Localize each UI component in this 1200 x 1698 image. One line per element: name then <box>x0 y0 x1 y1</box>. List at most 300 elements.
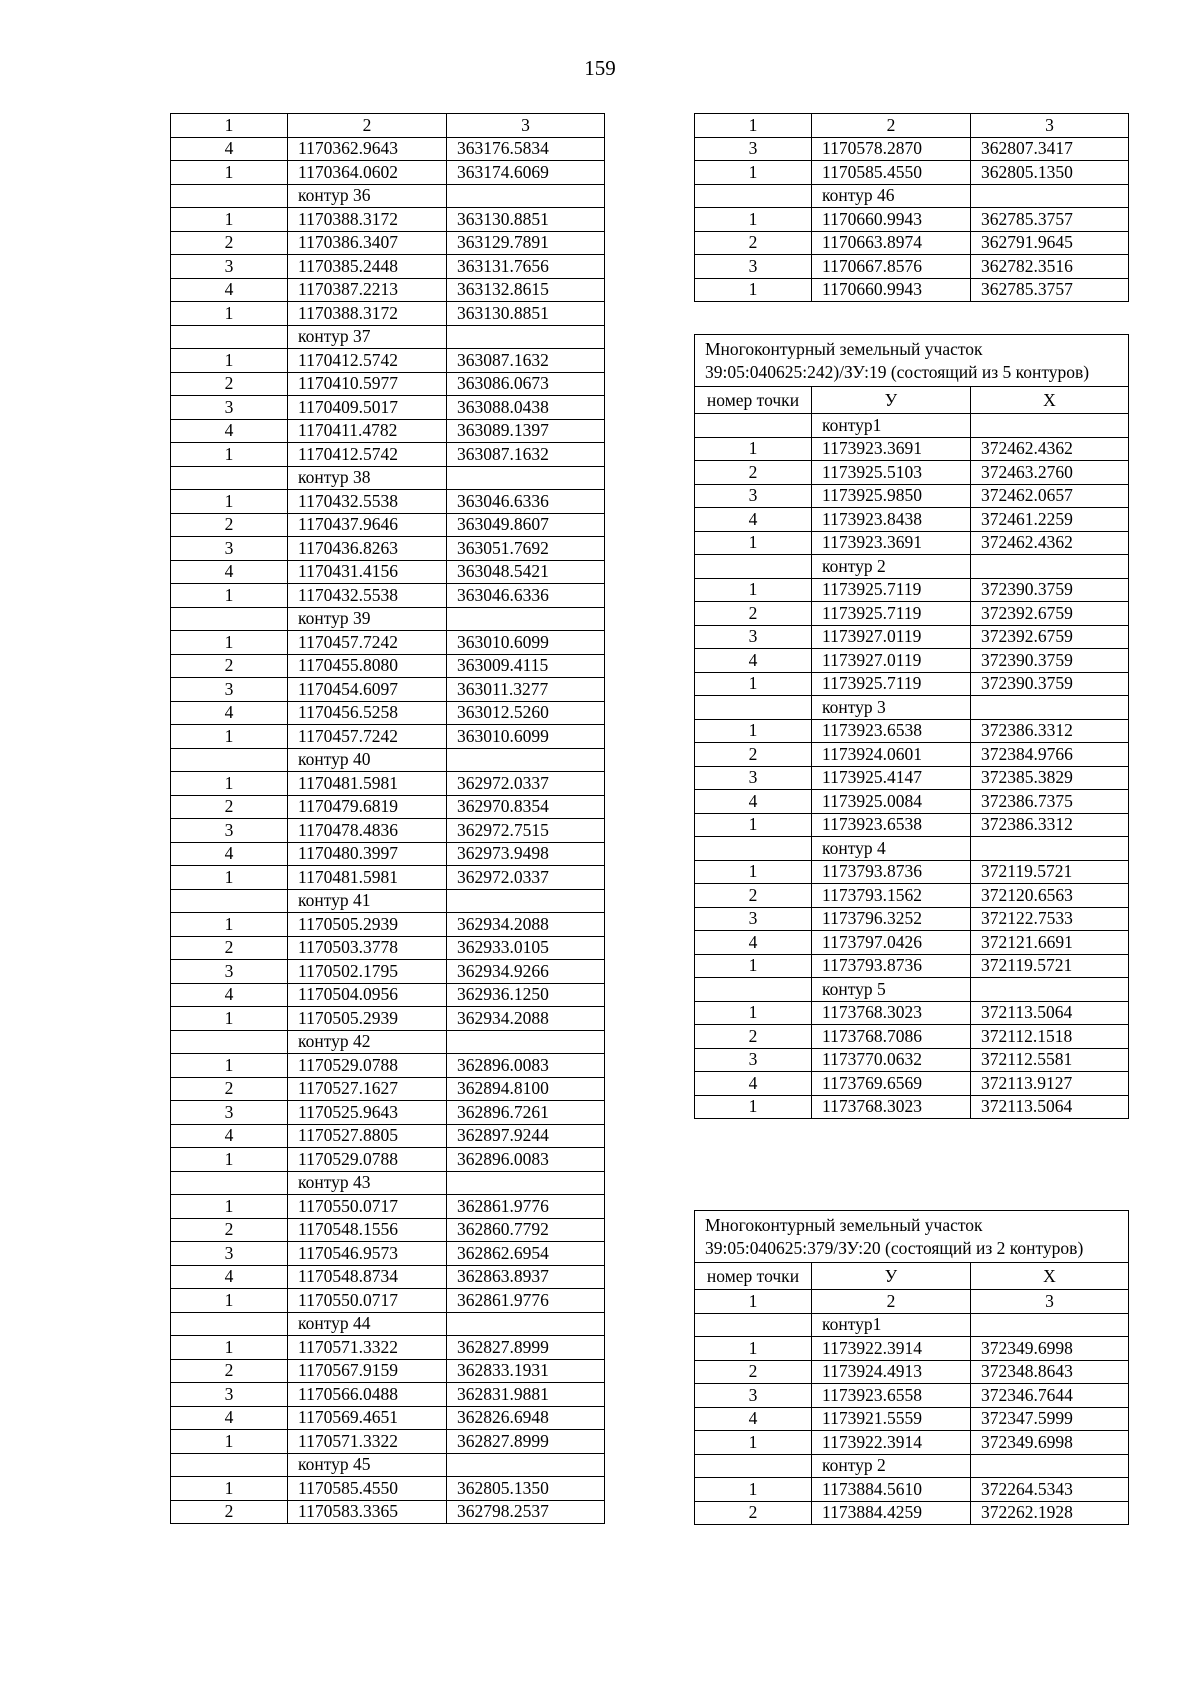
coordinate-x: 363130.8851 <box>447 208 605 232</box>
coordinate-x: 362897.9244 <box>447 1124 605 1148</box>
coordinate-y: 1170455.8080 <box>288 654 447 678</box>
contour-label: контур 46 <box>812 184 971 208</box>
table-row <box>171 1336 605 1360</box>
table-row <box>171 372 605 396</box>
point-number: 4 <box>695 931 812 955</box>
point-number: 3 <box>695 766 812 790</box>
coordinate-y: 1173922.3914 <box>812 1337 971 1361</box>
point-number: 3 <box>695 907 812 931</box>
coordinate-y: 1170571.3322 <box>288 1336 447 1360</box>
table-row <box>171 1077 605 1101</box>
coordinate-x <box>971 555 1129 579</box>
point-number: 1 <box>695 860 812 884</box>
coordinate-x: 362826.6948 <box>447 1406 605 1430</box>
point-number: 2 <box>171 231 288 255</box>
point-number: 2 <box>695 602 812 626</box>
point-number: 4 <box>171 842 288 866</box>
coordinate-x: 362896.0083 <box>447 1148 605 1172</box>
table-row <box>695 884 1129 908</box>
coordinate-x: 362861.9776 <box>447 1195 605 1219</box>
coordinate-x <box>971 837 1129 861</box>
coordinate-y: 1173923.6538 <box>812 719 971 743</box>
coordinate-y: 1170505.2939 <box>288 913 447 937</box>
coordinate-y: 1173797.0426 <box>812 931 971 955</box>
coordinate-x: 362896.0083 <box>447 1054 605 1078</box>
coordinate-y: 1170437.9646 <box>288 513 447 537</box>
table-row <box>695 954 1129 978</box>
table-row <box>171 866 605 890</box>
contour-label: контур1 <box>812 414 971 438</box>
point-number: 1 <box>171 1430 288 1454</box>
coordinate-x: 372386.3312 <box>971 813 1129 837</box>
coordinate-x: 362934.9266 <box>447 960 605 984</box>
point-number: 4 <box>695 790 812 814</box>
coordinate-y: 1170550.0717 <box>288 1289 447 1313</box>
coordinate-y: 1173793.8736 <box>812 860 971 884</box>
coordinate-y: 1170387.2213 <box>288 278 447 302</box>
coordinate-y: 1173925.7119 <box>812 602 971 626</box>
table-row <box>171 302 605 326</box>
coordinate-x: 362807.3417 <box>971 137 1129 161</box>
coordinate-x: 362860.7792 <box>447 1218 605 1242</box>
coordinate-y: 1170667.8576 <box>812 255 971 279</box>
coordinate-y: 1170386.3407 <box>288 231 447 255</box>
table-row <box>171 560 605 584</box>
table-row <box>695 484 1129 508</box>
column-number: 2 <box>812 114 971 138</box>
table-row <box>171 161 605 185</box>
point-number: 2 <box>171 654 288 678</box>
table-row <box>171 1242 605 1266</box>
table-row <box>171 349 605 373</box>
point-number: 1 <box>171 1148 288 1172</box>
coordinate-y: 1173925.5103 <box>812 461 971 485</box>
point-number: 2 <box>695 743 812 767</box>
coordinate-x: 372113.5064 <box>971 1001 1129 1025</box>
coordinate-x: 372112.1518 <box>971 1025 1129 1049</box>
coordinate-y: 1170663.8974 <box>812 231 971 255</box>
table-row <box>171 1383 605 1407</box>
point-number: 3 <box>695 255 812 279</box>
point-number: 2 <box>171 1218 288 1242</box>
table-row <box>695 1501 1129 1525</box>
point-number: 2 <box>171 1359 288 1383</box>
contour-label: контур1 <box>812 1313 971 1337</box>
coordinate-x: 372462.4362 <box>971 531 1129 555</box>
column-header: Х <box>971 387 1129 414</box>
table-row <box>695 208 1129 232</box>
coordinate-y: 1170527.1627 <box>288 1077 447 1101</box>
coordinate-y: 1173925.0084 <box>812 790 971 814</box>
coordinate-y: 1173925.9850 <box>812 484 971 508</box>
point-number: 4 <box>695 649 812 673</box>
table-row <box>171 725 605 749</box>
coordinate-y: 1170504.0956 <box>288 983 447 1007</box>
coordinate-y: 1173884.5610 <box>812 1478 971 1502</box>
coordinate-x <box>447 1453 605 1477</box>
coordinate-y: 1173924.0601 <box>812 743 971 767</box>
point-number: 1 <box>695 954 812 978</box>
table-row <box>171 795 605 819</box>
column-number: 3 <box>971 114 1129 138</box>
point-number: 1 <box>695 672 812 696</box>
coordinate-x: 362972.0337 <box>447 866 605 890</box>
point-number: 3 <box>695 137 812 161</box>
point-number: 2 <box>171 795 288 819</box>
table-row <box>695 625 1129 649</box>
point-number <box>171 1030 288 1054</box>
table-row <box>695 672 1129 696</box>
coordinate-x: 362791.9645 <box>971 231 1129 255</box>
table-row <box>171 1007 605 1031</box>
table-row <box>695 578 1129 602</box>
contour-label-row <box>695 837 1129 861</box>
coordinate-x: 363087.1632 <box>447 443 605 467</box>
coordinate-x: 362785.3757 <box>971 208 1129 232</box>
column-header: номер точки <box>695 1263 812 1290</box>
point-number: 3 <box>695 625 812 649</box>
coordinate-x: 363129.7891 <box>447 231 605 255</box>
coordinate-x: 372349.6998 <box>971 1337 1129 1361</box>
coordinate-x: 362896.7261 <box>447 1101 605 1125</box>
table-row <box>171 513 605 537</box>
contour-label-row <box>171 184 605 208</box>
coordinate-y: 1173927.0119 <box>812 625 971 649</box>
table-row <box>171 1218 605 1242</box>
coordinate-x: 363012.5260 <box>447 701 605 725</box>
coordinate-y: 1170569.4651 <box>288 1406 447 1430</box>
column-number-row <box>695 1290 1129 1314</box>
coordinate-y: 1170412.5742 <box>288 443 447 467</box>
column-header: У <box>812 1263 971 1290</box>
contour-label-row <box>171 466 605 490</box>
coordinate-y: 1170432.5538 <box>288 584 447 608</box>
coordinate-x <box>447 1030 605 1054</box>
table-row <box>695 1001 1129 1025</box>
point-number <box>171 1171 288 1195</box>
contour-label: контур 3 <box>812 696 971 720</box>
table-row <box>695 766 1129 790</box>
table-row <box>171 231 605 255</box>
coordinate-x: 372264.5343 <box>971 1478 1129 1502</box>
table-row <box>171 490 605 514</box>
point-number <box>695 837 812 861</box>
coordinate-y: 1170481.5981 <box>288 772 447 796</box>
contour-label: контур 44 <box>288 1312 447 1336</box>
table-row <box>695 907 1129 931</box>
point-number: 3 <box>695 484 812 508</box>
point-number: 1 <box>171 772 288 796</box>
point-number <box>695 555 812 579</box>
point-number: 3 <box>171 819 288 843</box>
coordinate-y: 1170479.6819 <box>288 795 447 819</box>
coordinate-x: 363009.4115 <box>447 654 605 678</box>
coordinate-x: 362833.1931 <box>447 1359 605 1383</box>
coordinate-x: 372392.6759 <box>971 625 1129 649</box>
table-title-row <box>695 1211 1129 1263</box>
table-row <box>171 584 605 608</box>
coordinate-x: 372349.6998 <box>971 1431 1129 1455</box>
point-number: 3 <box>171 1242 288 1266</box>
point-number: 1 <box>695 719 812 743</box>
coordinate-x: 362936.1250 <box>447 983 605 1007</box>
table-row <box>171 278 605 302</box>
contour-label: контур 39 <box>288 607 447 631</box>
coordinate-y: 1170436.8263 <box>288 537 447 561</box>
table-row <box>695 231 1129 255</box>
point-number: 1 <box>695 1478 812 1502</box>
point-number: 4 <box>171 983 288 1007</box>
coordinate-y: 1170529.0788 <box>288 1148 447 1172</box>
coordinate-y: 1170503.3778 <box>288 936 447 960</box>
point-number: 4 <box>171 560 288 584</box>
point-number: 3 <box>695 1048 812 1072</box>
coordinate-y: 1170660.9943 <box>812 278 971 302</box>
coordinate-x: 362798.2537 <box>447 1500 605 1524</box>
point-number: 1 <box>695 531 812 555</box>
table-row <box>171 983 605 1007</box>
table-row <box>171 1430 605 1454</box>
column-header: У <box>812 387 971 414</box>
coordinate-y: 1170364.0602 <box>288 161 447 185</box>
point-number: 4 <box>171 1406 288 1430</box>
coordinate-y: 1170548.1556 <box>288 1218 447 1242</box>
table-row <box>695 602 1129 626</box>
coordinate-x: 362861.9776 <box>447 1289 605 1313</box>
point-number: 4 <box>695 1407 812 1431</box>
point-number: 3 <box>171 255 288 279</box>
coordinate-x <box>971 184 1129 208</box>
point-number: 1 <box>171 1054 288 1078</box>
coordinate-x <box>447 1171 605 1195</box>
contour-label-row <box>695 414 1129 438</box>
coordinate-x: 372122.7533 <box>971 907 1129 931</box>
table-row <box>695 278 1129 302</box>
table-row <box>171 255 605 279</box>
contour-label: контур 45 <box>288 1453 447 1477</box>
coordinate-x: 362863.8937 <box>447 1265 605 1289</box>
coordinate-x: 362827.8999 <box>447 1430 605 1454</box>
point-number <box>171 607 288 631</box>
column-header: номер точки <box>695 387 812 414</box>
coordinate-x: 363089.1397 <box>447 419 605 443</box>
coordinate-x: 372119.5721 <box>971 954 1129 978</box>
coordinate-y: 1173927.0119 <box>812 649 971 673</box>
contour-label-row <box>695 1454 1129 1478</box>
coordinate-y: 1173768.7086 <box>812 1025 971 1049</box>
table-row <box>695 743 1129 767</box>
point-number <box>171 1312 288 1336</box>
coordinate-y: 1170660.9943 <box>812 208 971 232</box>
coordinate-x: 362970.8354 <box>447 795 605 819</box>
contour-label-row <box>695 555 1129 579</box>
coordinate-y: 1170478.4836 <box>288 819 447 843</box>
coordinate-x: 372390.3759 <box>971 578 1129 602</box>
coordinate-x: 362972.7515 <box>447 819 605 843</box>
column-number: 3 <box>971 1290 1129 1314</box>
coordinate-x: 372113.5064 <box>971 1095 1129 1119</box>
point-number: 3 <box>695 1384 812 1408</box>
contour-label-row <box>695 978 1129 1002</box>
coordinates-table-right-continuation <box>694 113 1129 302</box>
table-row <box>171 1148 605 1172</box>
coordinate-y: 1173925.7119 <box>812 578 971 602</box>
coordinate-y: 1170457.7242 <box>288 631 447 655</box>
table-row <box>695 508 1129 532</box>
table-row <box>695 1072 1129 1096</box>
point-number: 3 <box>171 678 288 702</box>
coordinate-x: 363051.7692 <box>447 537 605 561</box>
contour-label-row <box>171 748 605 772</box>
coordinate-y: 1173925.4147 <box>812 766 971 790</box>
point-number: 2 <box>695 1360 812 1384</box>
coordinate-y: 1170567.9159 <box>288 1359 447 1383</box>
contour-label: контур 2 <box>812 1454 971 1478</box>
coordinate-x: 363131.7656 <box>447 255 605 279</box>
coordinate-x: 363132.8615 <box>447 278 605 302</box>
point-number <box>171 889 288 913</box>
table-row <box>171 631 605 655</box>
table-row <box>171 819 605 843</box>
point-number: 1 <box>171 490 288 514</box>
point-number: 1 <box>695 1431 812 1455</box>
contour-label: контур 43 <box>288 1171 447 1195</box>
coordinate-x: 372112.5581 <box>971 1048 1129 1072</box>
coordinate-x: 372392.6759 <box>971 602 1129 626</box>
table-row <box>695 1337 1129 1361</box>
coordinate-x: 363010.6099 <box>447 725 605 749</box>
contour-label-row <box>695 1313 1129 1337</box>
coordinate-x: 372262.1928 <box>971 1501 1129 1525</box>
coordinate-x: 363086.0673 <box>447 372 605 396</box>
coordinate-y: 1173923.3691 <box>812 437 971 461</box>
coordinate-x <box>447 748 605 772</box>
coordinate-y: 1170583.3365 <box>288 1500 447 1524</box>
coordinate-x: 362934.2088 <box>447 1007 605 1031</box>
table-row <box>171 396 605 420</box>
point-number: 2 <box>695 231 812 255</box>
contour-label: контур 42 <box>288 1030 447 1054</box>
column-number: 1 <box>695 114 812 138</box>
coordinate-x: 362831.9881 <box>447 1383 605 1407</box>
point-number: 1 <box>695 208 812 232</box>
coordinate-x: 362973.9498 <box>447 842 605 866</box>
coordinate-x: 362933.0105 <box>447 936 605 960</box>
point-number: 2 <box>695 1501 812 1525</box>
table-row <box>171 960 605 984</box>
point-number: 1 <box>695 1001 812 1025</box>
coordinate-y: 1170566.0488 <box>288 1383 447 1407</box>
coordinate-y: 1170432.5538 <box>288 490 447 514</box>
coordinate-y: 1170480.3997 <box>288 842 447 866</box>
coordinate-x: 372390.3759 <box>971 672 1129 696</box>
table-row <box>171 1289 605 1313</box>
coordinate-x: 362805.1350 <box>447 1477 605 1501</box>
coordinate-y: 1170548.8734 <box>288 1265 447 1289</box>
coordinate-y: 1173769.6569 <box>812 1072 971 1096</box>
point-number: 4 <box>171 137 288 161</box>
point-number: 1 <box>171 302 288 326</box>
point-number: 2 <box>171 1077 288 1101</box>
coordinate-y: 1173793.1562 <box>812 884 971 908</box>
point-number: 1 <box>171 866 288 890</box>
column-number: 2 <box>288 114 447 138</box>
table-row <box>695 860 1129 884</box>
point-number: 4 <box>695 508 812 532</box>
column-header: Х <box>971 1263 1129 1290</box>
table-row <box>171 1265 605 1289</box>
table-row <box>171 1101 605 1125</box>
coordinate-x: 372463.2760 <box>971 461 1129 485</box>
point-number: 1 <box>695 1095 812 1119</box>
coordinate-x: 363087.1632 <box>447 349 605 373</box>
point-number: 2 <box>171 513 288 537</box>
coordinate-x: 363011.3277 <box>447 678 605 702</box>
coordinate-y: 1173768.3023 <box>812 1001 971 1025</box>
table-row <box>171 1477 605 1501</box>
coordinate-y: 1170527.8805 <box>288 1124 447 1148</box>
coordinate-x: 372120.6563 <box>971 884 1129 908</box>
contour-label: контур 40 <box>288 748 447 772</box>
table-row <box>171 137 605 161</box>
point-number <box>695 978 812 1002</box>
coordinate-x <box>447 889 605 913</box>
coordinate-x <box>447 1312 605 1336</box>
coordinate-x: 372348.8643 <box>971 1360 1129 1384</box>
point-number: 2 <box>171 372 288 396</box>
point-number <box>695 414 812 438</box>
coordinate-y: 1170388.3172 <box>288 208 447 232</box>
coordinate-x: 362805.1350 <box>971 161 1129 185</box>
point-number: 1 <box>695 437 812 461</box>
coordinate-y: 1173923.8438 <box>812 508 971 532</box>
contour-label: контур 5 <box>812 978 971 1002</box>
coordinate-y: 1170571.3322 <box>288 1430 447 1454</box>
point-number <box>171 1453 288 1477</box>
point-number: 2 <box>695 884 812 908</box>
coordinate-y: 1173793.8736 <box>812 954 971 978</box>
table-row <box>171 443 605 467</box>
coordinate-x: 363010.6099 <box>447 631 605 655</box>
point-number: 1 <box>171 584 288 608</box>
point-number: 3 <box>171 1383 288 1407</box>
coordinate-x: 363088.0438 <box>447 396 605 420</box>
coordinate-y: 1170578.2870 <box>812 137 971 161</box>
coordinate-y: 1170409.5017 <box>288 396 447 420</box>
coordinate-y: 1170456.5258 <box>288 701 447 725</box>
coordinate-x <box>971 978 1129 1002</box>
table-row <box>695 137 1129 161</box>
point-number: 1 <box>171 161 288 185</box>
table-title-row <box>695 335 1129 387</box>
coordinate-x: 363046.6336 <box>447 584 605 608</box>
table-title: Многоконтурный земельный участок 39:05:040625:242)/ЗУ:19 (состоящий из 5 контуров) <box>695 335 1129 387</box>
point-number: 1 <box>171 1336 288 1360</box>
coordinate-y: 1170546.9573 <box>288 1242 447 1266</box>
coordinates-table-left <box>170 113 605 1524</box>
column-header-row <box>695 1263 1129 1290</box>
point-number: 1 <box>695 161 812 185</box>
coordinate-x <box>971 1454 1129 1478</box>
point-number: 3 <box>171 396 288 420</box>
coordinate-x: 363046.6336 <box>447 490 605 514</box>
table-row <box>171 1500 605 1524</box>
coordinate-x: 372461.2259 <box>971 508 1129 532</box>
coordinate-x: 363048.5421 <box>447 560 605 584</box>
column-header-row <box>695 387 1129 414</box>
table-row <box>695 461 1129 485</box>
coordinate-y: 1170502.1795 <box>288 960 447 984</box>
